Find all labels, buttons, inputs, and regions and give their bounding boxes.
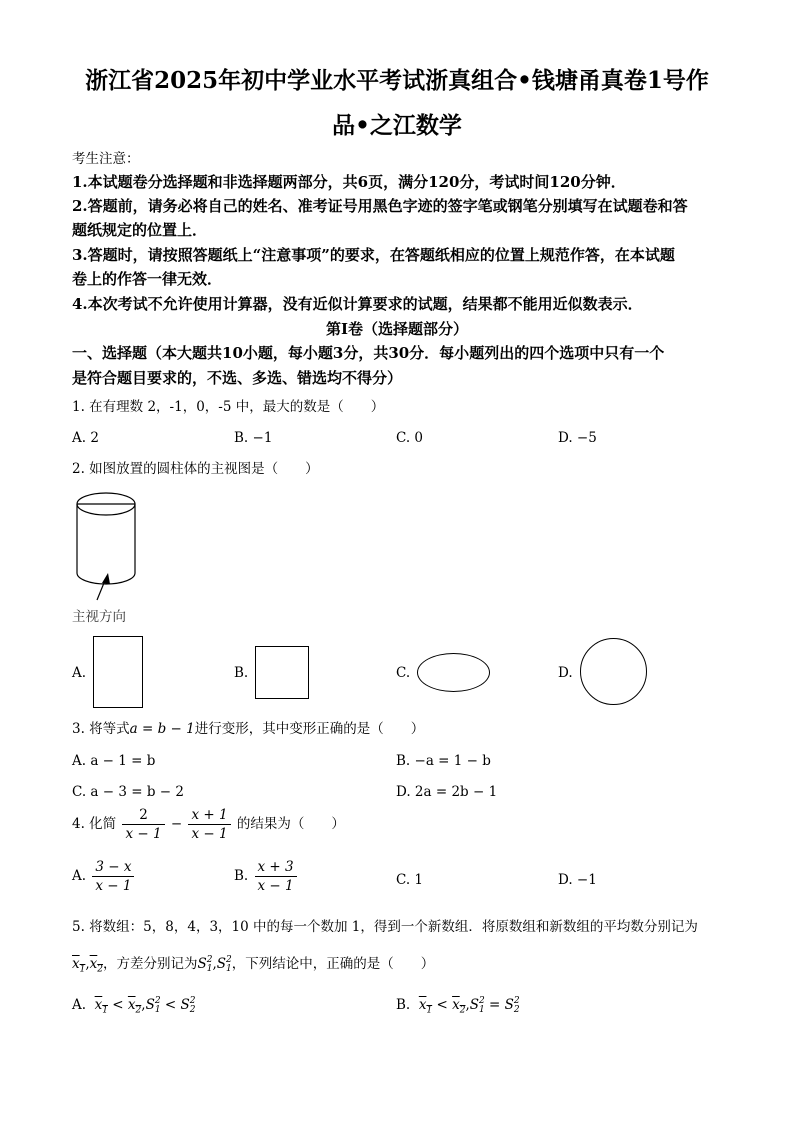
q3-option-a: A. a − 1 = b [72, 753, 156, 769]
q2-stem: 2. 如图放置的圆柱体的主视图是（ ） [72, 461, 319, 477]
notice-item-1: 1.本试题卷分选择题和非选择题两部分，共6页，满分120分，考试时间120分钟． [72, 173, 626, 191]
q4-option-d: D. −1 [558, 872, 597, 888]
q4-option-c: C. 1 [396, 872, 424, 888]
q1-option-c: C. 0 [396, 430, 424, 446]
exam-title-line2: 品•之江数学 [332, 112, 462, 139]
q4-stem-prefix: 4. 化简 [72, 816, 117, 832]
q5-variance-s1: S 2 1 [197, 954, 213, 974]
q2-option-a-tall-rectangle [93, 636, 143, 708]
q2-option-b-label: B. [234, 665, 249, 681]
notice-item-3: 3.答题时，请按照答题纸上“注意事项”的要求，在答题纸相应的位置上规范作答，在本试题 [72, 246, 675, 264]
q5-stem-end: ，下列结论中，正确的是（ ） [231, 956, 435, 972]
q4-stem [72, 806, 345, 843]
q5-option-b: B. $x_1 < x_2,S$ 2 1 = S 2 2 [396, 995, 520, 1016]
q2-option-d-label: D. [558, 665, 573, 681]
q4-option-b [234, 858, 299, 895]
q2-option-c-ellipse [417, 653, 490, 692]
notice-item-2: 2.答题前，请务必将自己的姓名、准考证号用黑色字迹的签字笔或钢笔分别填写在试题卷和答 [72, 197, 688, 215]
q1-option-d: D. −5 [558, 430, 597, 446]
q1-option-b: B. −1 [234, 430, 273, 446]
q2-option-c-label: C. [396, 665, 411, 681]
q4-option-b-label: B. [234, 868, 249, 884]
q5-stem-line2: $x_1,x_2$，方差分别记为S 2 1 ,S 2 1 ，下列结论中，正确的是（ ） [72, 954, 435, 975]
q1-option-a: A. 2 [72, 430, 99, 446]
q3-option-d: D. 2a = 2b − 1 [396, 784, 498, 800]
notice-item-2-cont: 题纸规定的位置上． [72, 221, 208, 239]
q3-option-c: C. a − 3 = b − 2 [72, 784, 184, 800]
q3-stem-prefix: 3. 将等式 [72, 721, 130, 737]
cylinder-figure [70, 486, 150, 614]
q5-stem-mid: ，方差分别记为 [103, 956, 198, 972]
q4-fraction-2: $\frac{x + 1}{x - 1}$ [188, 806, 230, 843]
q3-option-b: B. −a = 1 − b [396, 753, 491, 769]
q4-option-a-label: A. [72, 868, 87, 884]
q3-stem-suffix: 进行变形，其中变形正确的是（ ） [194, 721, 425, 737]
q2-option-b-square [255, 646, 309, 699]
section-heading-line2: 是符合题目要求的，不选、多选、错选均不得分） [72, 369, 403, 387]
q4-fraction-1: $\frac{2}{x - 1}$ [122, 806, 164, 843]
q4-minus: − [170, 816, 183, 832]
notice-item-4: 4.本次考试不允许使用计算器，没有近似计算要求的试题，结果都不能用近似数表示． [72, 295, 643, 313]
section-heading-line1: 一、选择题（本大题共10小题，每小题3分，共30分．每小题列出的四个选项中只有一个 [72, 344, 665, 362]
q5-stem-line1: 5. 将数组：5，8，4，3，10 中的每一个数加 1，得到一个新数组．将原数组和新数组的平均数分别记为 [72, 919, 698, 935]
q2-option-d-circle [580, 638, 647, 705]
q5-variance-s2: S 2 1 [216, 954, 232, 974]
part1-title: 第Ⅰ卷（选择题部分） [325, 320, 469, 338]
q2-figure-caption: 主视方向 [72, 609, 126, 625]
q1-stem: 1. 在有理数 2，-1，0，-5 中，最大的数是（ ） [72, 399, 385, 415]
q3-stem-equation: a = b − 1 [129, 721, 195, 737]
q4-option-b-fraction: $\frac{x + 3}{x - 1}$ [255, 858, 297, 895]
notice-item-3-cont: 卷上的作答一律无效． [72, 270, 223, 288]
notice-heading: 考生注意： [72, 151, 140, 167]
q4-stem-suffix: 的结果为（ ） [236, 816, 345, 832]
exam-title-line1: 浙江省2025年初中学业水平考试浙真组合•钱塘甬真卷1号作 [85, 67, 709, 94]
q5-mean-x2: $x_2$ [89, 956, 104, 975]
q5-mean-x1: $x_1$ [72, 956, 86, 975]
q2-option-a-label: A. [72, 665, 87, 681]
q4-option-a-fraction: $\frac{3 - x}{x - 1}$ [92, 858, 134, 895]
q4-option-a [72, 858, 136, 895]
q5-option-a: A. $x_1 < x_2,S$ 2 1 < S 2 2 [72, 995, 196, 1016]
q3-stem [72, 719, 424, 739]
